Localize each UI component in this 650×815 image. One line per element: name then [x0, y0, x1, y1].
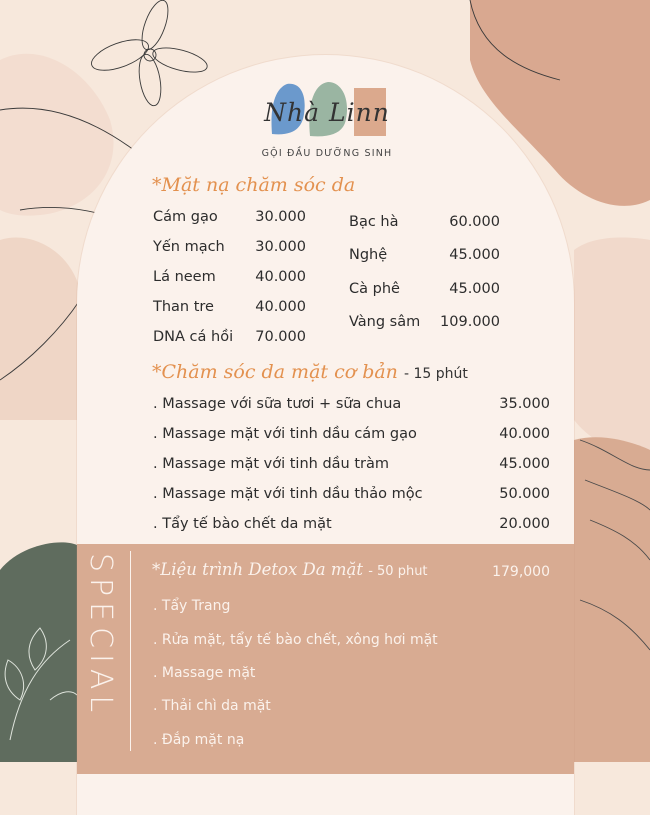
list-item-price: 40.000 — [255, 299, 306, 315]
special-label: SPECIAL — [83, 553, 118, 719]
list-item-name: Nghệ — [349, 247, 388, 263]
list-item-price: 60.000 — [449, 214, 500, 230]
list-item-price: 109.000 — [440, 314, 500, 330]
list-item-price: 40.000 — [255, 269, 306, 285]
detox-step: . Đắp mặt nạ — [153, 732, 245, 748]
service-price: 45.000 — [499, 456, 550, 472]
detox-step: . Tẩy Trang — [153, 598, 231, 614]
list-item-name: Cà phê — [349, 281, 400, 297]
service-price: 35.000 — [499, 396, 550, 412]
list-item-price: 45.000 — [449, 247, 500, 263]
detox-step: . Massage mặt — [153, 665, 256, 681]
service-price: 20.000 — [499, 516, 550, 532]
mask-section-title: *Mặt nạ chăm sóc da — [152, 174, 356, 196]
list-item-name: Bạc hà — [349, 214, 399, 230]
service-name: . Massage mặt với tinh dầu thảo mộc — [153, 486, 423, 502]
list-item-price: 30.000 — [255, 209, 306, 225]
brand-tagline: GỘI ĐẦU DƯỠNG SINH — [261, 148, 393, 159]
detox-duration: - 50 phut — [368, 564, 428, 579]
list-item-name: Lá neem — [153, 269, 216, 285]
basic-section-title — [152, 361, 468, 383]
service-name: . Massage mặt với tinh dầu cám gạo — [153, 426, 417, 442]
list-item-name: DNA cá hồi — [153, 329, 234, 345]
detox-step: . Rửa mặt, tẩy tế bào chết, xông hơi mặt — [153, 632, 438, 648]
list-item-name: Than tre — [153, 299, 214, 315]
basic-section-duration: - 15 phút — [403, 366, 468, 382]
list-item-price: 45.000 — [449, 281, 500, 297]
service-name: . Massage với sữa tươi + sữa chua — [153, 396, 402, 412]
brand-name: Nhà Linn — [264, 98, 390, 127]
detox-title — [152, 560, 428, 579]
service-name: . Tẩy tế bào chết da mặt — [153, 516, 332, 532]
list-item-name: Vàng sâm — [349, 314, 421, 330]
list-item-price: 70.000 — [255, 329, 306, 345]
list-item-price: 30.000 — [255, 239, 306, 255]
service-price: 50.000 — [499, 486, 550, 502]
list-item-name: Yến mạch — [153, 239, 225, 255]
detox-step: . Thải chì da mặt — [153, 698, 271, 714]
list-item-name: Cám gạo — [153, 209, 218, 225]
detox-price: 179,000 — [492, 564, 550, 580]
detox-title-text: *Liệu trình Detox Da mặt — [152, 560, 363, 579]
brand-logo — [262, 74, 392, 164]
service-name: . Massage mặt với tinh dầu tràm — [153, 456, 389, 472]
basic-section-title-text: *Chăm sóc da mặt cơ bản — [152, 361, 398, 383]
service-price: 40.000 — [499, 426, 550, 442]
special-divider — [130, 551, 131, 751]
